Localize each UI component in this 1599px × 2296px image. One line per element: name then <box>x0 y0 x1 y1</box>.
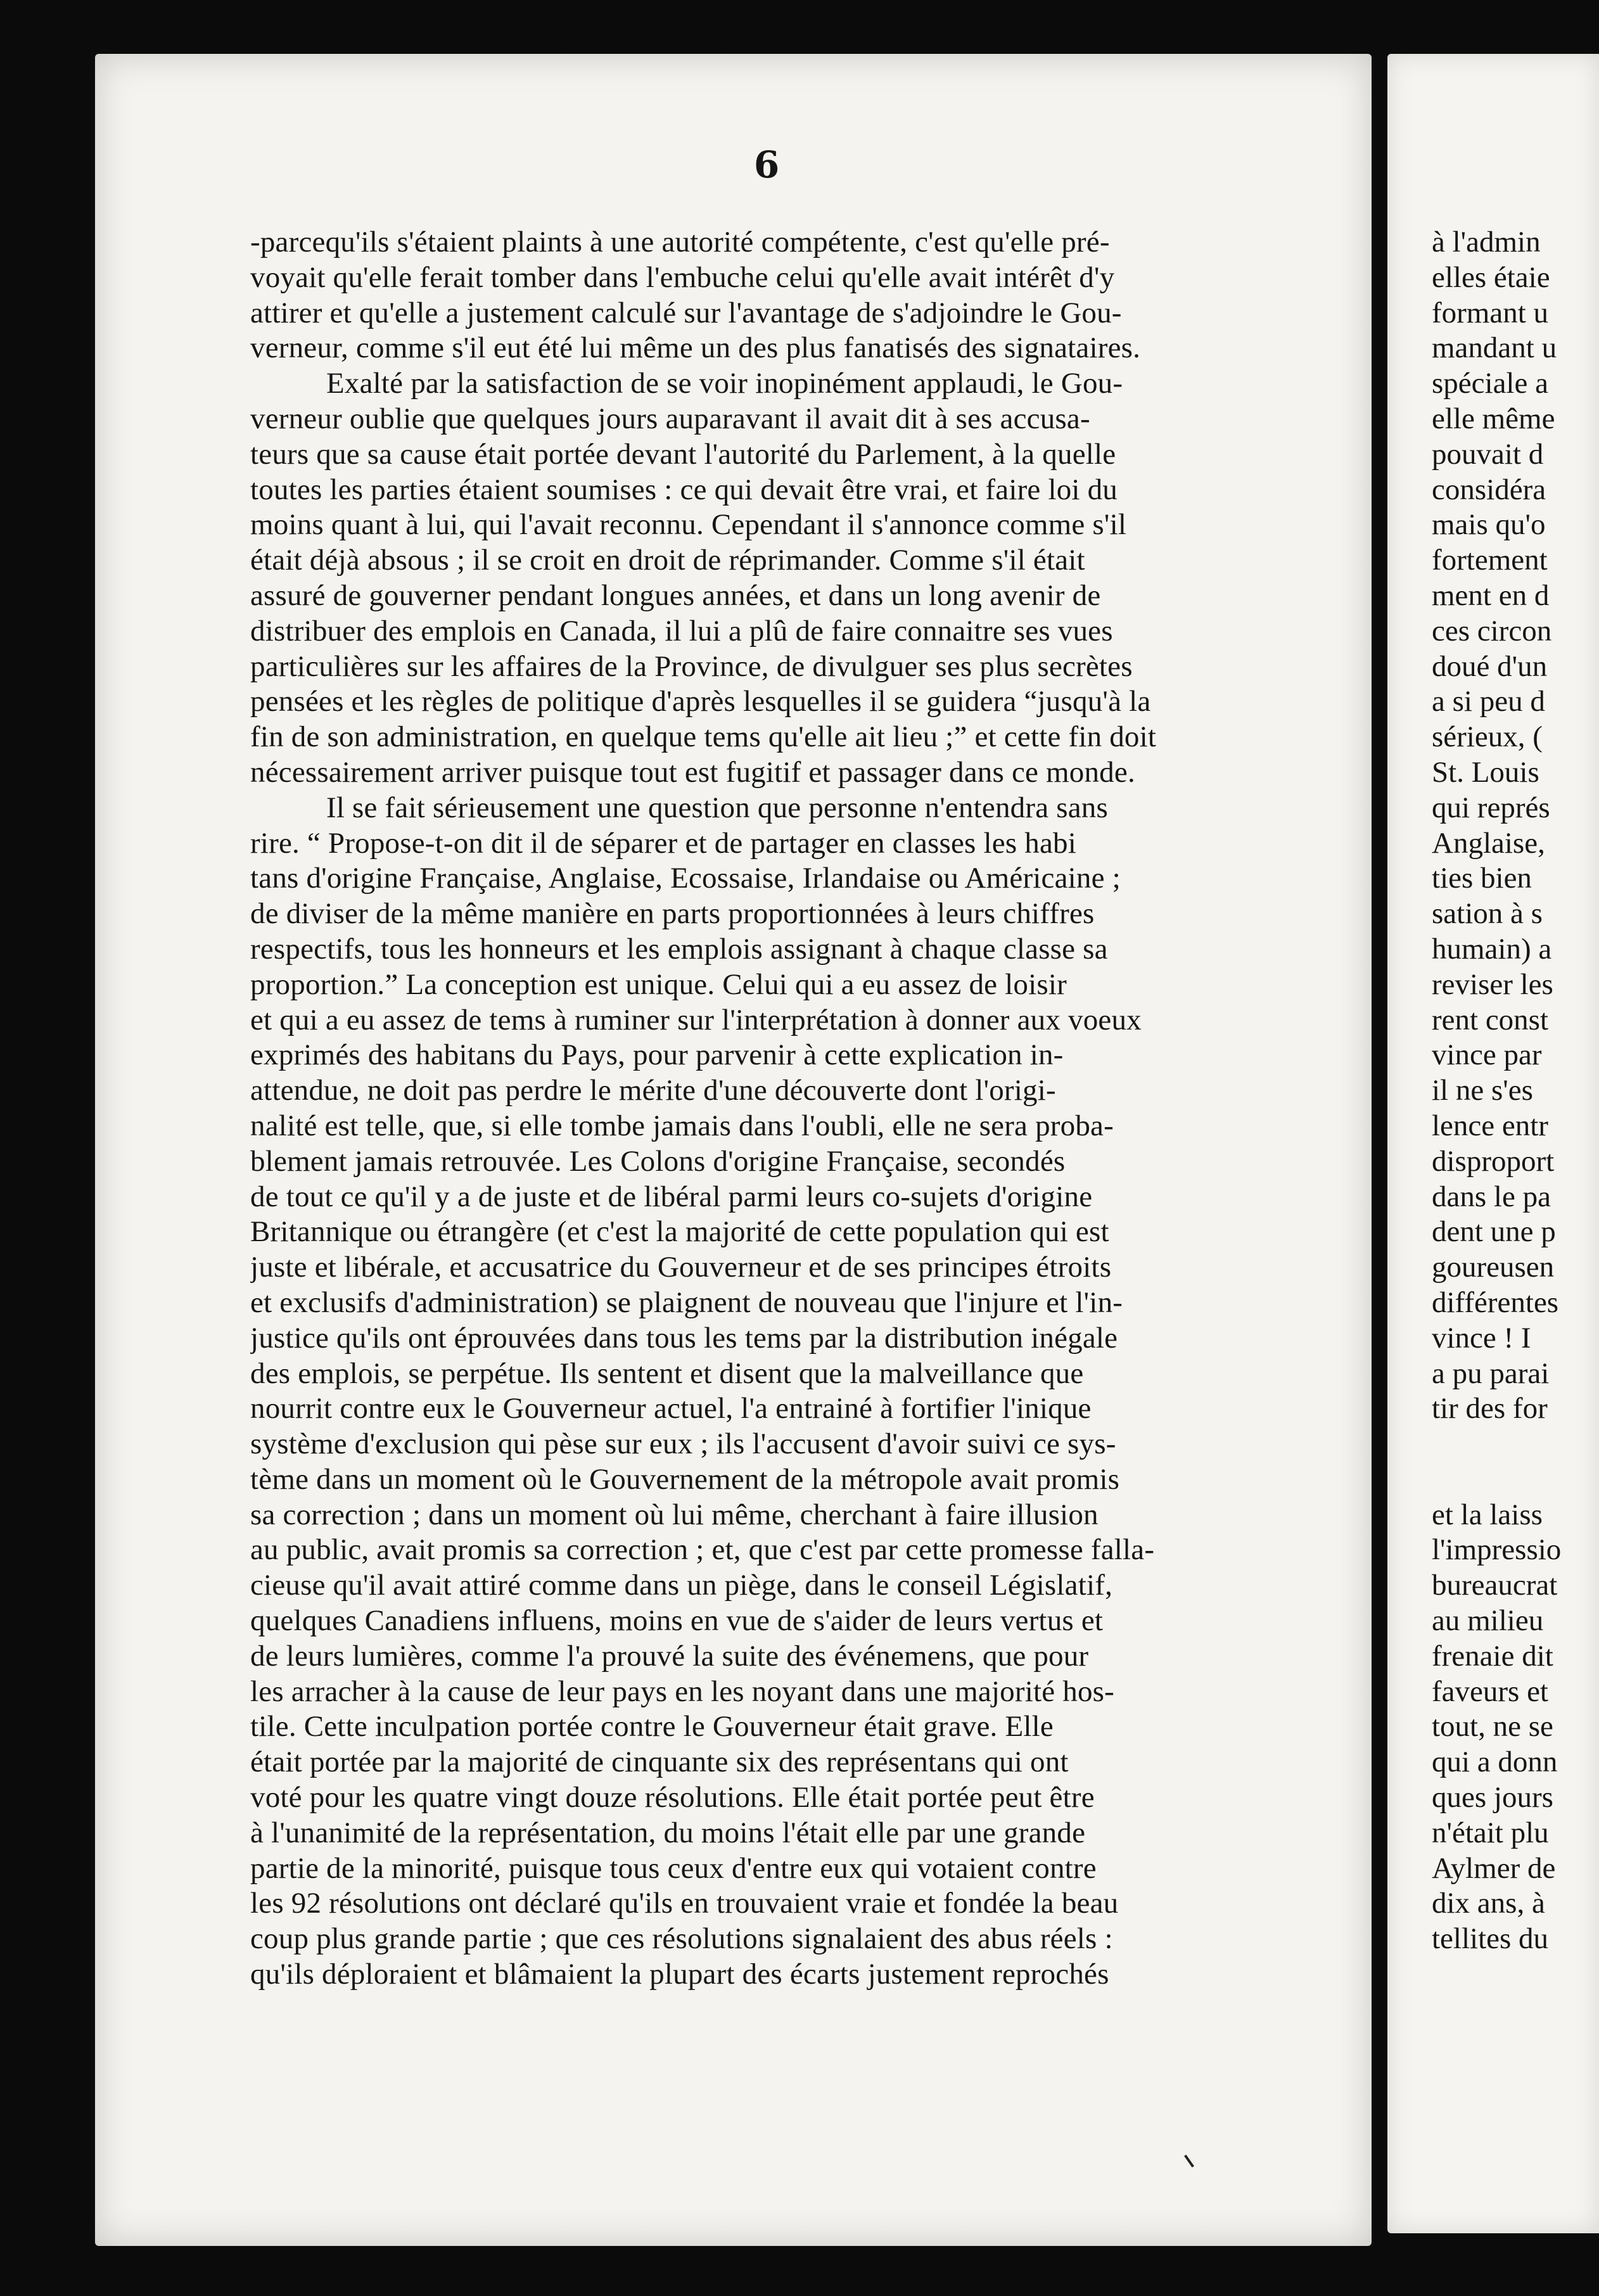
right-text-line: St. Louis <box>1432 755 1539 789</box>
right-text-line: ques jours <box>1432 1781 1553 1814</box>
text-line: rire. “ Propose-t-on dit il de séparer et de partager en classes les habi <box>250 826 1076 860</box>
right-text-line: humain) a <box>1432 932 1552 966</box>
text-line: verneur, comme s'il eut été lui même un des plus fanatisés des signataires. <box>250 331 1141 365</box>
right-text-line: Anglaise, <box>1432 826 1545 860</box>
right-text-line: doué d'un <box>1432 649 1548 683</box>
right-column-gap <box>1432 1427 1599 1498</box>
right-text-line: tout, ne se <box>1432 1710 1553 1744</box>
right-text-line: tir des for <box>1432 1392 1548 1425</box>
right-text-line: pouvait d <box>1432 437 1544 471</box>
right-text-line: goureusen <box>1432 1251 1555 1284</box>
right-text-line: dent une p <box>1432 1215 1556 1249</box>
right-text-line: disproport <box>1432 1144 1555 1178</box>
text-line: était portée par la majorité de cinquante six des représentans qui ont <box>250 1745 1069 1779</box>
right-text-line: frenaie dit <box>1432 1639 1553 1673</box>
right-text-line: sation à s <box>1432 897 1543 931</box>
text-line: attendue, ne doit pas perdre le mérite d'une découverte dont l'origi- <box>250 1074 1056 1107</box>
text-line: nourrit contre eux le Gouverneur actuel, l'a entrainé à fortifier l'inique <box>250 1392 1092 1425</box>
text-line: au public, avait promis sa correction ; et, que c'est par cette promesse falla- <box>250 1533 1155 1567</box>
text-line: les arracher à la cause de leur pays en les noyant dans une majorité hos- <box>250 1674 1114 1708</box>
text-line: des emplois, se perpétue. Ils sentent et disent que la malveillance que <box>250 1356 1084 1390</box>
text-line: nalité est telle, que, si elle tombe jamais dans l'oubli, elle ne sera proba- <box>250 1109 1114 1142</box>
right-text-line: elles étaie <box>1432 260 1550 294</box>
text-line: tans d'origine Française, Anglaise, Ecossaise, Irlandaise ou Américaine ; <box>250 862 1121 895</box>
text-line: tile. Cette inculpation portée contre le Gouverneur était grave. Elle <box>250 1710 1054 1744</box>
right-text-line: qui a donn <box>1432 1745 1558 1779</box>
text-line: Britannique ou étrangère (et c'est la majorité de cette population qui est <box>250 1215 1109 1249</box>
text-line: à l'unanimité de la représentation, du moins l'était elle par une grande <box>250 1816 1086 1849</box>
text-line: exprimés des habitans du Pays, pour parvenir à cette explication in- <box>250 1038 1064 1072</box>
text-line: les 92 résolutions ont déclaré qu'ils en trouvaient vraie et fondée la beau <box>250 1887 1119 1920</box>
right-text-line: vince ! I <box>1432 1321 1531 1355</box>
text-line: Exalté par la satisfaction de se voir inopinément applaudi, le Gou- <box>326 367 1123 400</box>
page-number: 6 <box>753 143 780 186</box>
right-text-line: à l'admin <box>1432 226 1541 258</box>
right-text-line: rent const <box>1432 1003 1549 1036</box>
right-text-line: formant u <box>1432 296 1549 329</box>
text-line: verneur oublie que quelques jours auparavant il avait dit à ses accusa- <box>250 402 1090 435</box>
text-line: respectifs, tous les honneurs et les emplois assignant à chaque classe sa <box>250 932 1108 966</box>
right-text-line: dix ans, à <box>1432 1887 1545 1920</box>
text-line: pensées et les règles de politique d'après lesquelles il se guidera “jusqu'à la <box>250 685 1151 718</box>
right-text-line: bureaucrat <box>1432 1569 1558 1602</box>
main-text-column <box>250 225 1277 1993</box>
right-text-line: mandant u <box>1432 331 1557 365</box>
right-text-line: sérieux, ( <box>1432 720 1543 754</box>
text-line: qu'ils déploraient et blâmaient la plupart des écarts justement reprochés <box>250 1958 1109 1991</box>
right-text-line: et la laiss <box>1432 1498 1543 1531</box>
right-text-column <box>1432 225 1599 1957</box>
text-line: était déjà absous ; il se croit en droit de réprimander. Comme s'il était <box>250 544 1085 577</box>
text-line: cieuse qu'il avait attiré comme dans un piège, dans le conseil Législatif, <box>250 1569 1113 1602</box>
text-line: et qui a eu assez de tems à ruminer sur l'interprétation à donner aux voeux <box>250 1003 1142 1036</box>
right-text-line: il ne s'es <box>1432 1074 1533 1107</box>
text-line: proportion.” La conception est unique. Celui qui a eu assez de loisir <box>250 967 1067 1001</box>
text-line: -parcequ'ils s'étaient plaints à une autorité compétente, c'est qu'elle pré- <box>250 226 1110 258</box>
right-text-line: dans le pa <box>1432 1180 1551 1213</box>
right-text-line: l'impressio <box>1432 1533 1562 1567</box>
right-text-line: tellites du <box>1432 1922 1549 1956</box>
text-line: distribuer des emplois en Canada, il lui a plû de faire connaitre ses vues <box>250 614 1113 647</box>
right-text-line: a si peu d <box>1432 685 1545 718</box>
text-line: fin de son administration, en quelque tems qu'elle ait lieu ;” et cette fin doit <box>250 720 1157 754</box>
right-text-line: n'était plu <box>1432 1816 1549 1849</box>
text-line: juste et libérale, et accusatrice du Gouverneur et de ses principes étroits <box>250 1251 1112 1284</box>
right-text-line: elle même <box>1432 402 1555 435</box>
text-line: moins quant à lui, qui l'avait reconnu. Cependant il s'annonce comme s'il <box>250 508 1127 542</box>
right-text-line: qui représ <box>1432 791 1550 824</box>
right-text-line: ces circon <box>1432 614 1552 647</box>
right-text-line: fortement <box>1432 544 1548 577</box>
right-text-line: différentes <box>1432 1285 1559 1319</box>
text-line: particulières sur les affaires de la Province, de divulguer ses plus secrètes <box>250 649 1133 683</box>
text-line: et exclusifs d'administration) se plaignent de nouveau que l'injure et l'in- <box>250 1285 1123 1319</box>
text-line: sa correction ; dans un moment où lui même, cherchant à faire illusion <box>250 1498 1099 1531</box>
right-text-line: Aylmer de <box>1432 1851 1556 1885</box>
right-text-line: considéra <box>1432 473 1546 506</box>
text-line: assuré de gouverner pendant longues années, et dans un long avenir de <box>250 578 1101 612</box>
text-line: toutes les parties étaient soumises : ce qui devait être vrai, et faire loi du <box>250 473 1118 506</box>
text-line: blement jamais retrouvée. Les Colons d'origine Française, secondés <box>250 1144 1066 1178</box>
right-text-line: reviser les <box>1432 967 1553 1001</box>
right-text-line: mais qu'o <box>1432 508 1546 542</box>
text-line: nécessairement arriver puisque tout est fugitif et passager dans ce monde. <box>250 755 1135 789</box>
text-line: justice qu'ils ont éprouvées dans tous les tems par la distribution inégale <box>250 1321 1118 1355</box>
text-line: voyait qu'elle ferait tomber dans l'embuche celui qu'elle avait intérêt d'y <box>250 260 1115 294</box>
right-text-line: vince par <box>1432 1038 1542 1072</box>
text-line: quelques Canadiens influens, moins en vue de s'aider de leurs vertus et <box>250 1604 1104 1638</box>
right-text-line: lence entr <box>1432 1109 1548 1142</box>
text-line: partie de la minorité, puisque tous ceux d'entre eux qui votaient contre <box>250 1851 1097 1885</box>
text-line: système d'exclusion qui pèse sur eux ; ils l'accusent d'avoir suivi ce sys- <box>250 1427 1116 1461</box>
right-text-line: a pu parai <box>1432 1356 1550 1390</box>
text-line: teurs que sa cause était portée devant l'autorité du Parlement, à la quelle <box>250 437 1116 471</box>
text-line: attirer et qu'elle a justement calculé sur l'avantage de s'adjoindre le Gou- <box>250 296 1122 329</box>
right-text-line: au milieu <box>1432 1604 1544 1638</box>
text-line: de tout ce qu'il y a de juste et de libéral parmi leurs co-sujets d'origine <box>250 1180 1093 1213</box>
right-text-line: ment en d <box>1432 578 1550 612</box>
text-line: voté pour les quatre vingt douze résolutions. Elle était portée peut être <box>250 1781 1095 1814</box>
text-line: de diviser de la même manière en parts proportionnées à leurs chiffres <box>250 897 1095 931</box>
right-text-line: faveurs et <box>1432 1674 1548 1708</box>
text-line: de leurs lumières, comme l'a prouvé la suite des événemens, que pour <box>250 1639 1089 1673</box>
right-text-line: spéciale a <box>1432 367 1548 400</box>
text-line: tème dans un moment où le Gouvernement de la métropole avait promis <box>250 1462 1120 1496</box>
text-line: coup plus grande partie ; que ces résolutions signalaient des abus réels : <box>250 1922 1113 1956</box>
text-line: Il se fait sérieusement une question que personne n'entendra sans <box>326 791 1108 824</box>
right-text-line: ties bien <box>1432 862 1532 895</box>
